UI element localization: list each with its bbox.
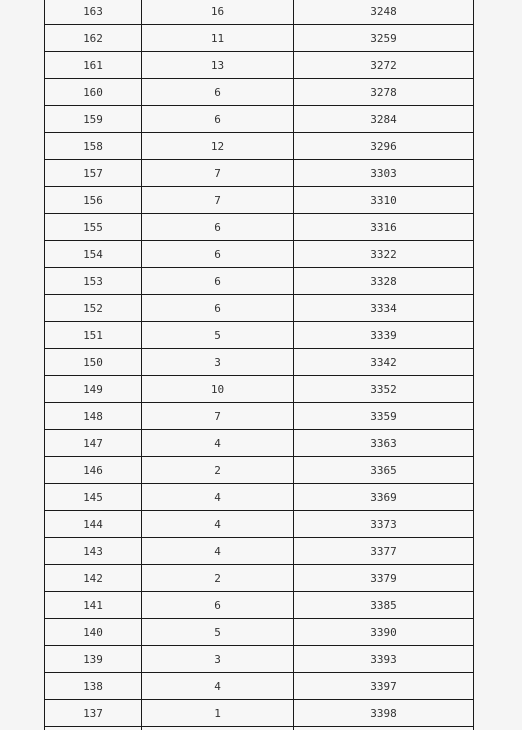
score-cell: 142 bbox=[45, 565, 142, 592]
score-cell: 151 bbox=[45, 322, 142, 349]
table-row bbox=[45, 106, 474, 133]
cumulative-cell: 3379 bbox=[294, 565, 474, 592]
table-row bbox=[45, 25, 474, 52]
cumulative-cell: 3363 bbox=[294, 430, 474, 457]
cumulative-cell: 3377 bbox=[294, 538, 474, 565]
score-cell: 141 bbox=[45, 592, 142, 619]
count-cell bbox=[142, 727, 294, 730]
table-row bbox=[45, 511, 474, 538]
count-cell: 5 bbox=[142, 619, 294, 646]
cumulative-cell: 3316 bbox=[294, 214, 474, 241]
cumulative-cell: 3390 bbox=[294, 619, 474, 646]
table-row bbox=[45, 430, 474, 457]
count-cell: 7 bbox=[142, 187, 294, 214]
score-table-body bbox=[45, 0, 474, 730]
table-row bbox=[45, 700, 474, 727]
cumulative-cell: 3328 bbox=[294, 268, 474, 295]
table-row bbox=[45, 538, 474, 565]
count-cell: 5 bbox=[142, 322, 294, 349]
table-row bbox=[45, 52, 474, 79]
cumulative-cell: 3259 bbox=[294, 25, 474, 52]
table-row bbox=[45, 349, 474, 376]
table-row bbox=[45, 592, 474, 619]
score-cell: 137 bbox=[45, 700, 142, 727]
table-row bbox=[45, 727, 474, 730]
cumulative-cell: 3310 bbox=[294, 187, 474, 214]
score-cell: 143 bbox=[45, 538, 142, 565]
cumulative-cell: 3334 bbox=[294, 295, 474, 322]
table-row bbox=[45, 457, 474, 484]
score-cell: 155 bbox=[45, 214, 142, 241]
cumulative-cell: 3373 bbox=[294, 511, 474, 538]
count-cell: 4 bbox=[142, 511, 294, 538]
score-cell: 146 bbox=[45, 457, 142, 484]
score-cell: 144 bbox=[45, 511, 142, 538]
score-cell: 145 bbox=[45, 484, 142, 511]
count-cell: 3 bbox=[142, 646, 294, 673]
cumulative-cell: 3352 bbox=[294, 376, 474, 403]
count-cell: 13 bbox=[142, 52, 294, 79]
table-row bbox=[45, 133, 474, 160]
table-row bbox=[45, 322, 474, 349]
cumulative-cell: 3339 bbox=[294, 322, 474, 349]
score-cell: 153 bbox=[45, 268, 142, 295]
score-table-container bbox=[44, 0, 473, 730]
count-cell: 4 bbox=[142, 673, 294, 700]
count-cell: 6 bbox=[142, 106, 294, 133]
table-row bbox=[45, 295, 474, 322]
count-cell: 6 bbox=[142, 295, 294, 322]
count-cell: 12 bbox=[142, 133, 294, 160]
table-row bbox=[45, 565, 474, 592]
table-row bbox=[45, 187, 474, 214]
count-cell: 4 bbox=[142, 484, 294, 511]
count-cell: 7 bbox=[142, 160, 294, 187]
table-row bbox=[45, 241, 474, 268]
score-cell: 160 bbox=[45, 79, 142, 106]
count-cell: 10 bbox=[142, 376, 294, 403]
cumulative-cell: 3359 bbox=[294, 403, 474, 430]
score-table bbox=[44, 0, 474, 730]
count-cell: 2 bbox=[142, 565, 294, 592]
cumulative-cell: 3365 bbox=[294, 457, 474, 484]
score-cell: 162 bbox=[45, 25, 142, 52]
count-cell: 6 bbox=[142, 268, 294, 295]
score-cell: 139 bbox=[45, 646, 142, 673]
cumulative-cell: 3272 bbox=[294, 52, 474, 79]
count-cell: 3 bbox=[142, 349, 294, 376]
table-row bbox=[45, 619, 474, 646]
count-cell: 11 bbox=[142, 25, 294, 52]
cumulative-cell: 3248 bbox=[294, 0, 474, 25]
table-row bbox=[45, 214, 474, 241]
table-row bbox=[45, 484, 474, 511]
cumulative-cell: 3393 bbox=[294, 646, 474, 673]
cumulative-cell: 3278 bbox=[294, 79, 474, 106]
table-row bbox=[45, 160, 474, 187]
count-cell: 16 bbox=[142, 0, 294, 25]
count-cell: 6 bbox=[142, 79, 294, 106]
cumulative-cell: 3397 bbox=[294, 673, 474, 700]
cumulative-cell: 3385 bbox=[294, 592, 474, 619]
score-cell: 140 bbox=[45, 619, 142, 646]
score-cell: 154 bbox=[45, 241, 142, 268]
score-cell: 163 bbox=[45, 0, 142, 25]
table-row bbox=[45, 376, 474, 403]
count-cell: 6 bbox=[142, 214, 294, 241]
score-cell: 157 bbox=[45, 160, 142, 187]
count-cell: 1 bbox=[142, 700, 294, 727]
cumulative-cell: 3303 bbox=[294, 160, 474, 187]
count-cell: 2 bbox=[142, 457, 294, 484]
score-cell: 159 bbox=[45, 106, 142, 133]
table-row bbox=[45, 268, 474, 295]
score-cell: 148 bbox=[45, 403, 142, 430]
score-cell: 158 bbox=[45, 133, 142, 160]
table-row bbox=[45, 403, 474, 430]
score-cell: 161 bbox=[45, 52, 142, 79]
score-cell: 150 bbox=[45, 349, 142, 376]
score-cell: 149 bbox=[45, 376, 142, 403]
cumulative-cell bbox=[294, 727, 474, 730]
cumulative-cell: 3398 bbox=[294, 700, 474, 727]
count-cell: 6 bbox=[142, 241, 294, 268]
table-row bbox=[45, 646, 474, 673]
count-cell: 7 bbox=[142, 403, 294, 430]
cumulative-cell: 3284 bbox=[294, 106, 474, 133]
count-cell: 4 bbox=[142, 538, 294, 565]
table-row bbox=[45, 79, 474, 106]
score-cell: 156 bbox=[45, 187, 142, 214]
cumulative-cell: 3342 bbox=[294, 349, 474, 376]
score-cell: 147 bbox=[45, 430, 142, 457]
cumulative-cell: 3322 bbox=[294, 241, 474, 268]
score-cell bbox=[45, 727, 142, 730]
cumulative-cell: 3369 bbox=[294, 484, 474, 511]
count-cell: 6 bbox=[142, 592, 294, 619]
score-cell: 138 bbox=[45, 673, 142, 700]
cumulative-cell: 3296 bbox=[294, 133, 474, 160]
table-row bbox=[45, 673, 474, 700]
score-cell: 152 bbox=[45, 295, 142, 322]
table-row bbox=[45, 0, 474, 25]
count-cell: 4 bbox=[142, 430, 294, 457]
